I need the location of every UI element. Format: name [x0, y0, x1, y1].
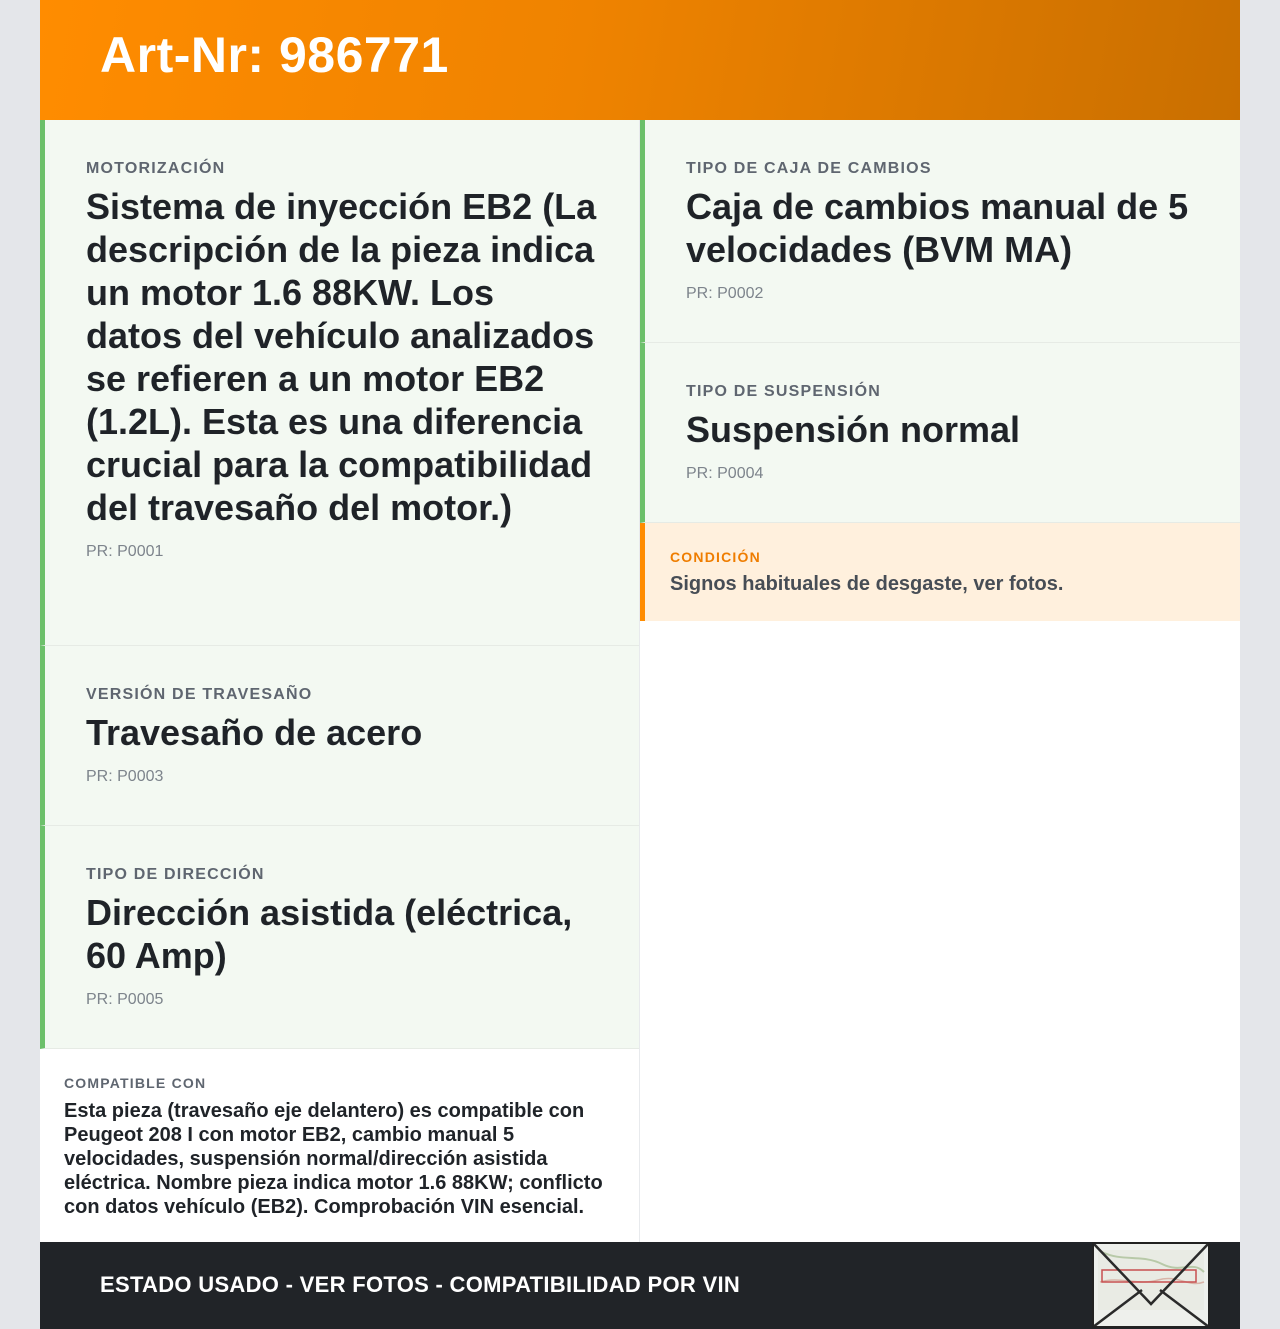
spec-value: Suspensión normal [686, 409, 1021, 450]
spec-label: VERSIÓN DE TRAVESAÑO [86, 686, 313, 703]
spec-card-gearbox [640, 120, 1240, 343]
compatibility-text: Esta pieza (travesaño eje delantero) es compatible con Peugeot 208 I con motor EB2, cambio manual 5 velocidades, suspensión normal/dirección asistida eléctrica. Nombre pieza indica motor 1.6 88KW; conflicto con datos vehículo (EB2). Comprobación VIN esencial. [64, 1100, 603, 1218]
condition-label: CONDICIÓN [670, 549, 761, 565]
product-sheet [40, 0, 1240, 1329]
spec-label: TIPO DE DIRECCIÓN [86, 866, 265, 883]
condition-box [640, 523, 1240, 621]
envelope-stamp-icon [1092, 1242, 1210, 1328]
spec-label: MOTORIZACIÓN [86, 160, 226, 177]
spec-label: TIPO DE SUSPENSIÓN [686, 383, 881, 400]
spec-pr-code: PR: P0005 [86, 991, 164, 1008]
right-column [640, 120, 1240, 621]
header-bar [40, 0, 1240, 120]
spec-label: TIPO DE CAJA DE CAMBIOS [686, 160, 932, 177]
spec-card-steering [40, 826, 639, 1049]
condition-text: Signos habituales de desgaste, ver fotos. [670, 573, 1064, 595]
spec-value: Sistema de inyección EB2 (La descripción de la pieza indica un motor 1.6 88KW. Los datos del vehículo analizados se refieren a un motor EB2 (1.2L). Esta es una diferencia crucial para la compatibilidad del travesaño del motor.) [86, 186, 597, 528]
compatibility-section [40, 1049, 639, 1219]
spec-value: Travesaño de acero [86, 712, 423, 753]
spec-pr-code: PR: P0002 [686, 285, 764, 302]
footer-text: ESTADO USADO - VER FOTOS - COMPATIBILIDAD POR VIN [100, 1272, 741, 1297]
left-column [40, 120, 639, 1219]
spec-card-suspension [640, 343, 1240, 523]
footer-bar [40, 1242, 1240, 1329]
spec-pr-code: PR: P0003 [86, 768, 164, 785]
spec-pr-code: PR: P0004 [686, 465, 764, 482]
spec-pr-code: PR: P0001 [86, 543, 164, 560]
spec-value: Caja de cambios manual de 5 velocidades (BVM MA) [686, 186, 1189, 270]
compatibility-label: COMPATIBLE CON [64, 1075, 207, 1091]
article-number-title: Art-Nr: 986771 [100, 27, 449, 83]
spec-card-crossmember [40, 646, 639, 826]
spec-value: Dirección asistida (eléctrica, 60 Amp) [86, 892, 573, 976]
spec-card-motor [40, 120, 639, 646]
